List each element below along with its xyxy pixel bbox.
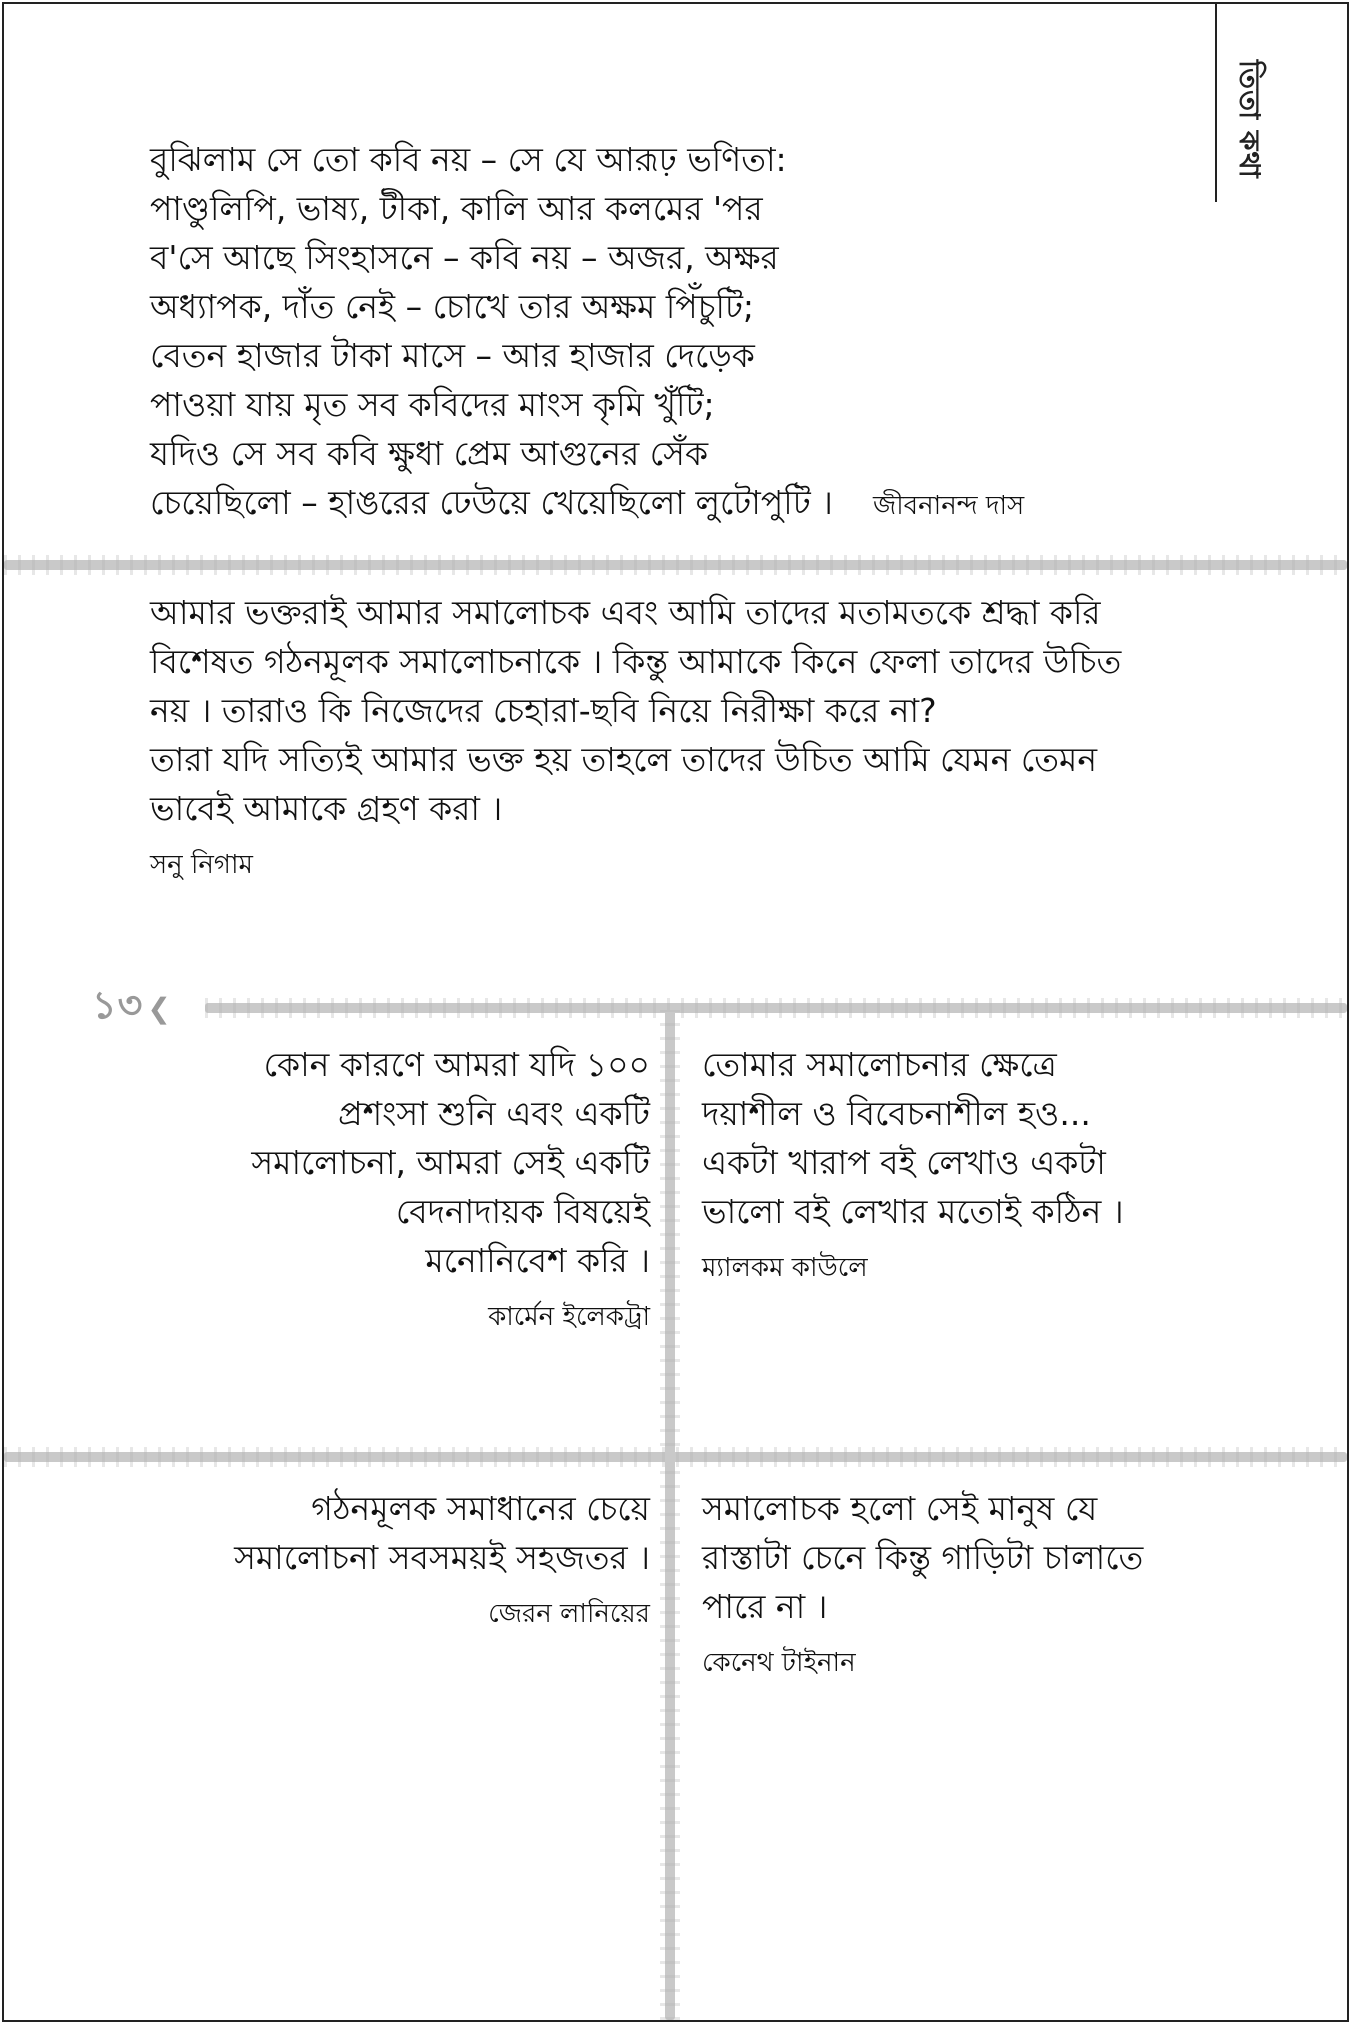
quote-author: কার্মেন ইলেকট্রা bbox=[488, 1302, 650, 1332]
divider-3 bbox=[4, 1452, 1347, 1462]
quote-line: রাস্তাটা চেনে কিন্তু গাড়িটা চালাতে bbox=[702, 1538, 1144, 1577]
poem-line: অধ্যাপক, দাঁত নেই – চোখে তার অক্ষম পিঁচুটি; bbox=[150, 287, 755, 326]
quote-paragraph: আমার ভক্তরাই আমার সমালোচক এবং আমি তাদের মতামতকে শ্রদ্ধা করি বিশেষত গঠনমূলক সমালোচনাকে । কিন্তু আমাকে কিনে ফেলা তাদের উচিত নয় । তারাও কি নিজেদের চেহারা-ছবি নিয়ে নিরীক্ষা করে না? bbox=[150, 593, 1122, 730]
poem-line-text: চেয়েছিলো – হাঙরের ঢেউয়ে খেয়েছিলো লুটোপুটি । bbox=[150, 483, 833, 522]
quote-line: একটা খারাপ বই লেখাও একটা bbox=[702, 1143, 1106, 1182]
quote-line: দয়াশীল ও বিবেচনাশীল হও... bbox=[702, 1094, 1091, 1133]
divider-1 bbox=[4, 560, 1347, 570]
header-divider bbox=[1215, 2, 1217, 202]
quote-author: সনু নিগাম bbox=[150, 850, 253, 880]
quote-sonu bbox=[150, 588, 1170, 885]
poem-line: বুঝিলাম সে তো কবি নয় – সে যে আরূঢ় ভণিতা: bbox=[150, 140, 787, 179]
poem-line: পাওয়া যায় মৃত সব কবিদের মাংস কৃমি খুঁটি; bbox=[150, 385, 715, 424]
poem-line: ব'সে আছে সিংহাসনে – কবি নয় – অজর, অক্ষর bbox=[150, 238, 779, 277]
page-number: ১৩ bbox=[92, 983, 144, 1027]
running-head: তিতা কথা bbox=[1233, 60, 1266, 179]
quote-line: গঠনমূলক সমাধানের চেয়ে bbox=[311, 1489, 650, 1528]
quote-line: সমালোচক হলো সেই মানুষ যে bbox=[702, 1489, 1098, 1528]
quote-line: প্রশংসা শুনি এবং একটি bbox=[337, 1094, 650, 1133]
quote-carmen bbox=[100, 1040, 650, 1337]
divider-2 bbox=[205, 1003, 1347, 1013]
poem-author: জীবনানন্দ দাস bbox=[872, 491, 1025, 521]
page-number-wrap bbox=[92, 983, 171, 1030]
quote-line: কোন কারণে আমরা যদি ১০০ bbox=[263, 1045, 650, 1084]
quote-line: সমালোচনা, আমরা সেই একটি bbox=[251, 1143, 650, 1182]
quote-author: কেনেথ টাইনান bbox=[702, 1648, 856, 1678]
poem-block bbox=[150, 135, 1190, 531]
quote-line: পারে না । bbox=[702, 1587, 828, 1626]
quote-author: ম্যালকম কাউলে bbox=[702, 1253, 868, 1283]
quote-line: সমালোচনা সবসময়ই সহজতর । bbox=[234, 1538, 650, 1577]
quote-author: জেরন লানিয়ের bbox=[488, 1599, 650, 1629]
quote-line: বেদনাদায়ক বিষয়েই bbox=[395, 1192, 650, 1231]
poem-line-last bbox=[150, 478, 1190, 531]
vertical-divider bbox=[665, 1010, 675, 2020]
arrow-left-icon: ❮ bbox=[147, 991, 171, 1025]
quote-kenneth bbox=[702, 1484, 1262, 1683]
poem-line: পাণ্ডুলিপি, ভাষ্য, টীকা, কালি আর কলমের 'পর bbox=[150, 189, 763, 228]
quote-malcolm bbox=[702, 1040, 1262, 1288]
poem-line: বেতন হাজার টাকা মাসে – আর হাজার দেড়েক bbox=[150, 336, 755, 375]
poem-line: যদিও সে সব কবি ক্ষুধা প্রেম আগুনের সেঁক bbox=[150, 434, 709, 473]
quote-line: ভালো বই লেখার মতোই কঠিন । bbox=[702, 1192, 1124, 1231]
quote-jaron bbox=[100, 1484, 650, 1634]
quote-line: তোমার সমালোচনার ক্ষেত্রে bbox=[702, 1045, 1057, 1084]
quote-line: মনোনিবেশ করি । bbox=[425, 1241, 650, 1280]
quote-paragraph: তারা যদি সত্যিই আমার ভক্ত হয় তাহলে তাদের উচিত আমি যেমন তেমন ভাবেই আমাকে গ্রহণ করা । bbox=[150, 740, 1098, 828]
